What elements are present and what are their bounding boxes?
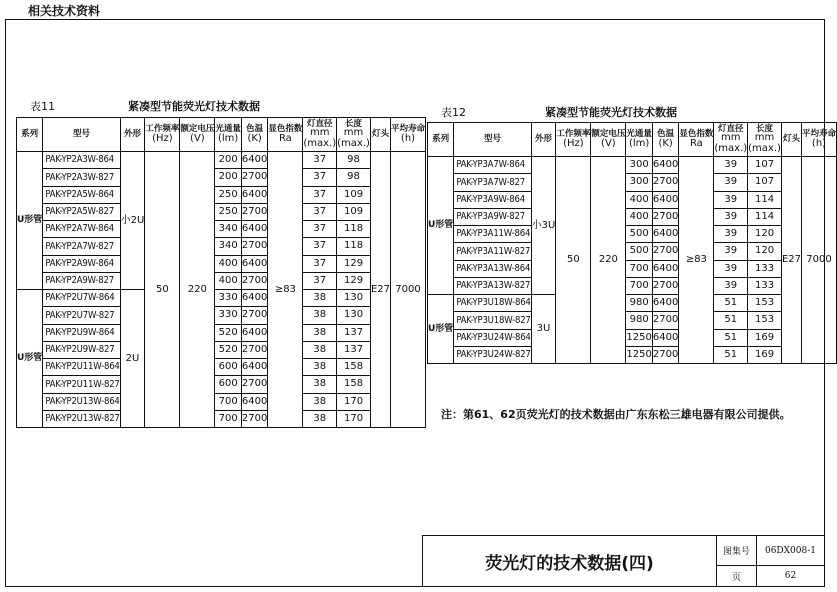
footnote: 注：第61、62页荧光灯的技术数据由广东东松三雄电器有限公司提供。 xyxy=(441,408,791,421)
table11-header-flux xyxy=(215,118,242,152)
table12-cct: 6400 xyxy=(652,226,678,243)
table12-len: 120 xyxy=(748,243,782,260)
table11-len: 109 xyxy=(337,203,371,220)
table-row xyxy=(428,329,837,346)
table12-len: 133 xyxy=(748,277,782,294)
table12-dia: 39 xyxy=(714,174,748,191)
table11-header-freq-line: 工作频率 xyxy=(145,123,180,134)
table12-number: 表12 xyxy=(441,106,466,119)
table11-header-series xyxy=(17,118,43,152)
table11-model: PAK-YP2A7W-864 xyxy=(43,221,120,238)
table11-header-dia-line: 灯直径 xyxy=(307,118,333,129)
table11-model: PAK-YP2U11W-864 xyxy=(43,359,120,376)
table12-len: 169 xyxy=(748,329,782,346)
table11-len: 118 xyxy=(337,221,371,238)
table-row xyxy=(17,169,426,186)
table11-header-dia-line: mm xyxy=(310,127,330,139)
table11-cct: 2700 xyxy=(241,376,267,393)
table11-shape: 小2U xyxy=(120,152,145,290)
table11-flux: 250 xyxy=(215,203,242,220)
table11-len: 158 xyxy=(337,376,371,393)
table11-flux: 200 xyxy=(215,169,242,186)
table12-len: 120 xyxy=(748,226,782,243)
table11-len: 98 xyxy=(337,169,371,186)
table12-header-model-line: 型号 xyxy=(483,134,501,145)
table11-header-ra xyxy=(268,118,303,152)
table12-len: 153 xyxy=(748,312,782,329)
table12-shape: 3U xyxy=(531,295,556,364)
table11-dia: 38 xyxy=(303,290,337,307)
table12-dia: 51 xyxy=(714,312,748,329)
table12-header-len xyxy=(748,123,782,157)
table-row xyxy=(17,410,426,427)
table12-header-len-line: mm xyxy=(754,132,775,144)
table12-model: PAK-YP3U18W-827 xyxy=(454,312,531,329)
table11-header-cct-line: (K) xyxy=(247,132,262,144)
table11-flux: 340 xyxy=(215,221,242,238)
table12-model: PAK-YP3U24W-864 xyxy=(454,329,531,346)
table11-flux: 520 xyxy=(215,341,242,358)
table12-cct: 2700 xyxy=(652,243,678,260)
table12-cct: 6400 xyxy=(652,295,678,312)
table-row xyxy=(17,324,426,341)
table11-flux: 200 xyxy=(215,152,242,169)
table12-header-freq xyxy=(556,123,591,157)
table12-header-shape xyxy=(531,123,556,157)
table12-series: U形管 xyxy=(428,295,454,364)
table11-series: U形管 xyxy=(17,290,43,428)
table11-cct: 6400 xyxy=(241,393,267,410)
table12-header-flux xyxy=(626,123,653,157)
table11-header-row xyxy=(17,118,426,152)
table12-header-series xyxy=(428,123,454,157)
table12-header-dia-line: 灯直径 xyxy=(718,123,744,134)
table12-header-shape-line: 外形 xyxy=(535,134,553,145)
table12-series: U形管 xyxy=(428,157,454,295)
table12-header-row xyxy=(428,123,837,157)
table12-dia: 39 xyxy=(714,208,748,225)
table11-model: PAK-YP2U11W-827 xyxy=(43,376,120,393)
table11-dia: 38 xyxy=(303,324,337,341)
drawing-title: 荧光灯的技术数据(四) xyxy=(423,536,717,586)
table-row xyxy=(428,295,837,312)
table12-cct: 6400 xyxy=(652,329,678,346)
table12-len: 169 xyxy=(748,346,782,363)
table12-dia: 51 xyxy=(714,346,748,363)
table11-flux: 600 xyxy=(215,359,242,376)
table12-header-cct-line: (K) xyxy=(658,137,673,149)
table-row xyxy=(428,157,837,174)
table12-flux: 300 xyxy=(626,174,653,191)
table11-dia: 37 xyxy=(303,169,337,186)
table11-dia: 38 xyxy=(303,410,337,427)
table11-cct: 2700 xyxy=(241,272,267,289)
table11-header-model-line: 型号 xyxy=(72,129,90,140)
table12-len: 107 xyxy=(748,157,782,174)
table11-model: PAK-YP2A3W-827 xyxy=(43,169,120,186)
table12-flux: 700 xyxy=(626,277,653,294)
table11-cct: 6400 xyxy=(241,152,267,169)
table11-dia: 38 xyxy=(303,359,337,376)
table12-flux: 300 xyxy=(626,157,653,174)
page-header-title: 相关技术资料 xyxy=(28,4,101,18)
table12-caption xyxy=(441,104,466,120)
table11-dia: 37 xyxy=(303,255,337,272)
table11-dia: 38 xyxy=(303,341,337,358)
table12-header-ra-line: Ra xyxy=(689,137,703,149)
table11-cct: 2700 xyxy=(241,238,267,255)
table12-len: 153 xyxy=(748,295,782,312)
table-row xyxy=(17,376,426,393)
table-row xyxy=(428,174,837,191)
table11-cct: 2700 xyxy=(241,341,267,358)
table12-header-volt xyxy=(591,123,626,157)
table12-model: PAK-YP3A11W-827 xyxy=(454,243,531,260)
table12-model: PAK-YP3A7W-827 xyxy=(454,174,531,191)
table12-header-life-line: (h) xyxy=(811,137,827,149)
table12-life: 7000 xyxy=(801,157,836,364)
table11-len: 118 xyxy=(337,238,371,255)
table11-flux: 400 xyxy=(215,272,242,289)
table12-cct: 2700 xyxy=(652,208,678,225)
table11-header-life-line: (h) xyxy=(400,132,416,144)
table12-header-life xyxy=(801,123,836,157)
table11-len: 170 xyxy=(337,393,371,410)
table11-dia: 37 xyxy=(303,152,337,169)
table11-model: PAK-YP2A5W-864 xyxy=(43,186,120,203)
table11-header-cap-line: 灯头 xyxy=(371,129,389,140)
table12-header-cap xyxy=(781,123,801,157)
table-row xyxy=(428,208,837,225)
table11-flux: 400 xyxy=(215,255,242,272)
table12-header-dia-line: mm xyxy=(721,132,741,144)
table11-header-flux-line: 光通量 xyxy=(215,123,241,134)
table11-header-flux-line: (lm) xyxy=(217,132,239,144)
table-row xyxy=(428,346,837,363)
table11-model: PAK-YP2A5W-827 xyxy=(43,203,120,220)
table11-cct: 2700 xyxy=(241,169,267,186)
table12-dia: 51 xyxy=(714,295,748,312)
table12-header-ra-line: 显色指数 xyxy=(679,128,714,139)
table12-header-len-line: 长度 xyxy=(756,123,774,134)
table11-ra: ≥83 xyxy=(268,152,303,428)
table12-cct: 2700 xyxy=(652,277,678,294)
table12-dia: 39 xyxy=(714,157,748,174)
table11-header-len-line: mm xyxy=(343,127,364,139)
table12-header-model xyxy=(454,123,531,157)
table12-flux: 400 xyxy=(626,191,653,208)
table11-caption xyxy=(30,98,55,114)
table11-len: 98 xyxy=(337,152,371,169)
table11-len: 137 xyxy=(337,324,371,341)
table12-volt: 220 xyxy=(591,157,626,364)
table11-cct: 6400 xyxy=(241,221,267,238)
table11-dia: 37 xyxy=(303,186,337,203)
table11-header-cap xyxy=(370,118,390,152)
table-row xyxy=(17,203,426,220)
table11-header-life-line: 平均寿命 xyxy=(390,123,425,134)
table11-header-series-line: 系列 xyxy=(21,129,39,140)
table11-flux: 330 xyxy=(215,290,242,307)
table11-header-volt-line: (V) xyxy=(190,132,205,144)
table11-model: PAK-YP2U9W-864 xyxy=(43,324,120,341)
table12-header-ra xyxy=(679,123,714,157)
table12-dia: 39 xyxy=(714,260,748,277)
table12-dia: 39 xyxy=(714,277,748,294)
table11-dia: 37 xyxy=(303,221,337,238)
page-label: 页 xyxy=(717,566,757,586)
table11-number: 表11 xyxy=(30,100,55,113)
table11-header-cct-line: 色温 xyxy=(246,123,264,134)
table11-flux: 700 xyxy=(215,410,242,427)
table12-cct: 6400 xyxy=(652,191,678,208)
table11-len: 130 xyxy=(337,290,371,307)
table11-flux: 700 xyxy=(215,393,242,410)
table12-header-len-line: (max.) xyxy=(748,142,781,154)
table12-header-dia xyxy=(714,123,748,157)
table11-series: U形管 xyxy=(17,152,43,290)
table12-flux: 400 xyxy=(626,208,653,225)
table11-life: 7000 xyxy=(390,152,425,428)
table11-dia: 37 xyxy=(303,203,337,220)
table11-model: PAK-YP2A7W-827 xyxy=(43,238,120,255)
table12-header-series-line: 系列 xyxy=(432,134,450,145)
table11-cct: 2700 xyxy=(241,410,267,427)
table-row xyxy=(428,226,837,243)
table11 xyxy=(16,117,426,428)
table12-freq: 50 xyxy=(556,157,591,364)
table11-dia: 38 xyxy=(303,393,337,410)
table12-dia: 39 xyxy=(714,226,748,243)
table11-model: PAK-YP2U7W-864 xyxy=(43,290,120,307)
table11-header-freq-line: (Hz) xyxy=(152,132,173,144)
table-row xyxy=(428,260,837,277)
table12-header-dia-line: (max.) xyxy=(714,142,748,154)
table11-header-ra-line: Ra xyxy=(278,132,292,144)
table12 xyxy=(427,122,837,364)
table12-title: 紧凑型节能荧光灯技术数据 xyxy=(545,106,677,119)
table11-dia: 37 xyxy=(303,272,337,289)
table12-flux: 500 xyxy=(626,226,653,243)
table11-model: PAK-YP2U9W-827 xyxy=(43,341,120,358)
table11-len: 158 xyxy=(337,359,371,376)
table11-header-shape xyxy=(120,118,145,152)
table11-flux: 340 xyxy=(215,238,242,255)
table11-cap: E27 xyxy=(370,152,390,428)
table12-header-freq-line: 工作频率 xyxy=(556,128,591,139)
table-row xyxy=(17,255,426,272)
table-row xyxy=(17,307,426,324)
table11-header-freq xyxy=(145,118,180,152)
table-row xyxy=(428,312,837,329)
table11-model: PAK-YP2A3W-864 xyxy=(43,152,120,169)
table12-header-flux-line: 光通量 xyxy=(626,128,652,139)
table11-cct: 6400 xyxy=(241,255,267,272)
table11-model: PAK-YP2A9W-864 xyxy=(43,255,120,272)
table12-shape: 小3U xyxy=(531,157,556,295)
table-row xyxy=(17,186,426,203)
table-row xyxy=(17,238,426,255)
table12-dia: 39 xyxy=(714,191,748,208)
table11-cct: 6400 xyxy=(241,359,267,376)
table11-len: 109 xyxy=(337,186,371,203)
table11-header-dia xyxy=(303,118,337,152)
table12-cct: 6400 xyxy=(652,260,678,277)
table11-cct: 2700 xyxy=(241,307,267,324)
table11-shape: 2U xyxy=(120,290,145,428)
table12-cap: E27 xyxy=(781,157,801,364)
table12-flux: 980 xyxy=(626,295,653,312)
table12-dia: 39 xyxy=(714,243,748,260)
table12-len: 133 xyxy=(748,260,782,277)
table-row xyxy=(17,359,426,376)
table11-len: 129 xyxy=(337,255,371,272)
table11-cct: 2700 xyxy=(241,203,267,220)
table12-header-cap-line: 灯头 xyxy=(782,134,800,145)
table12-model: PAK-YP3A11W-864 xyxy=(454,226,531,243)
table12-flux: 980 xyxy=(626,312,653,329)
table11-len: 170 xyxy=(337,410,371,427)
table11-cct: 6400 xyxy=(241,186,267,203)
title-block xyxy=(422,535,825,587)
table11-len: 129 xyxy=(337,272,371,289)
table-row xyxy=(428,243,837,260)
table11-volt: 220 xyxy=(180,152,215,428)
table11-model: PAK-YP2U13W-827 xyxy=(43,410,120,427)
table12-model: PAK-YP3A9W-864 xyxy=(454,191,531,208)
table12-cct: 2700 xyxy=(652,174,678,191)
table11-header-len-line: (max.) xyxy=(337,137,370,149)
table12-header-flux-line: (lm) xyxy=(628,137,650,149)
table-row xyxy=(17,341,426,358)
table12-header-cct xyxy=(652,123,678,157)
table11-header-shape-line: 外形 xyxy=(124,129,142,140)
table12-ra: ≥83 xyxy=(679,157,714,364)
table11-dia: 37 xyxy=(303,238,337,255)
table12-cct: 2700 xyxy=(652,346,678,363)
table12-cct: 6400 xyxy=(652,157,678,174)
atlas-number: 06DX008-1 xyxy=(757,536,824,566)
table12-model: PAK-YP3U24W-827 xyxy=(454,346,531,363)
table12-header-freq-line: (Hz) xyxy=(563,137,584,149)
table12-header-volt-line: 额定电压 xyxy=(591,128,626,139)
page-number: 62 xyxy=(784,571,797,581)
table11-header-dia-line: (max.) xyxy=(303,137,337,149)
table11-header-len-line: 长度 xyxy=(345,118,363,129)
table12-model: PAK-YP3A13W-864 xyxy=(454,260,531,277)
table12-len: 114 xyxy=(748,208,782,225)
table11-flux: 330 xyxy=(215,307,242,324)
table11-header-volt xyxy=(180,118,215,152)
table12-flux: 500 xyxy=(626,243,653,260)
table12-cct: 2700 xyxy=(652,312,678,329)
table12-model: PAK-YP3U18W-864 xyxy=(454,295,531,312)
table-row xyxy=(428,277,837,294)
table12-len: 107 xyxy=(748,174,782,191)
table-row xyxy=(17,272,426,289)
table11-model: PAK-YP2U13W-864 xyxy=(43,393,120,410)
table11-freq: 50 xyxy=(145,152,180,428)
table11-flux: 600 xyxy=(215,376,242,393)
table12-flux: 1250 xyxy=(626,346,653,363)
table12-header-cct-line: 色温 xyxy=(657,128,675,139)
table11-header-cct xyxy=(241,118,267,152)
table11-header-model xyxy=(43,118,120,152)
table11-header-len xyxy=(337,118,371,152)
table12-model: PAK-YP3A13W-827 xyxy=(454,277,531,294)
table11-len: 137 xyxy=(337,341,371,358)
table12-flux: 1250 xyxy=(626,329,653,346)
table11-dia: 38 xyxy=(303,307,337,324)
table11-cct: 6400 xyxy=(241,290,267,307)
table11-header-volt-line: 额定电压 xyxy=(180,123,215,134)
table-row xyxy=(17,221,426,238)
table11-title: 紧凑型节能荧光灯技术数据 xyxy=(128,100,260,113)
atlas-number-label: 图集号 xyxy=(717,536,757,566)
table11-header-life xyxy=(390,118,425,152)
table11-dia: 38 xyxy=(303,376,337,393)
table-row xyxy=(17,152,426,169)
table11-len: 130 xyxy=(337,307,371,324)
table11-model: PAK-YP2U7W-827 xyxy=(43,307,120,324)
table-row xyxy=(17,393,426,410)
table12-model: PAK-YP3A9W-827 xyxy=(454,208,531,225)
table12-dia: 51 xyxy=(714,329,748,346)
table12-model: PAK-YP3A7W-864 xyxy=(454,157,531,174)
table12-header-volt-line: (V) xyxy=(601,137,616,149)
table11-flux: 250 xyxy=(215,186,242,203)
table11-model: PAK-YP2A9W-827 xyxy=(43,272,120,289)
table12-flux: 700 xyxy=(626,260,653,277)
table-row xyxy=(428,191,837,208)
table-row xyxy=(17,290,426,307)
table11-cct: 6400 xyxy=(241,324,267,341)
table12-header-life-line: 平均寿命 xyxy=(801,128,836,139)
table12-len: 114 xyxy=(748,191,782,208)
table11-flux: 520 xyxy=(215,324,242,341)
table11-header-ra-line: 显色指数 xyxy=(268,123,303,134)
